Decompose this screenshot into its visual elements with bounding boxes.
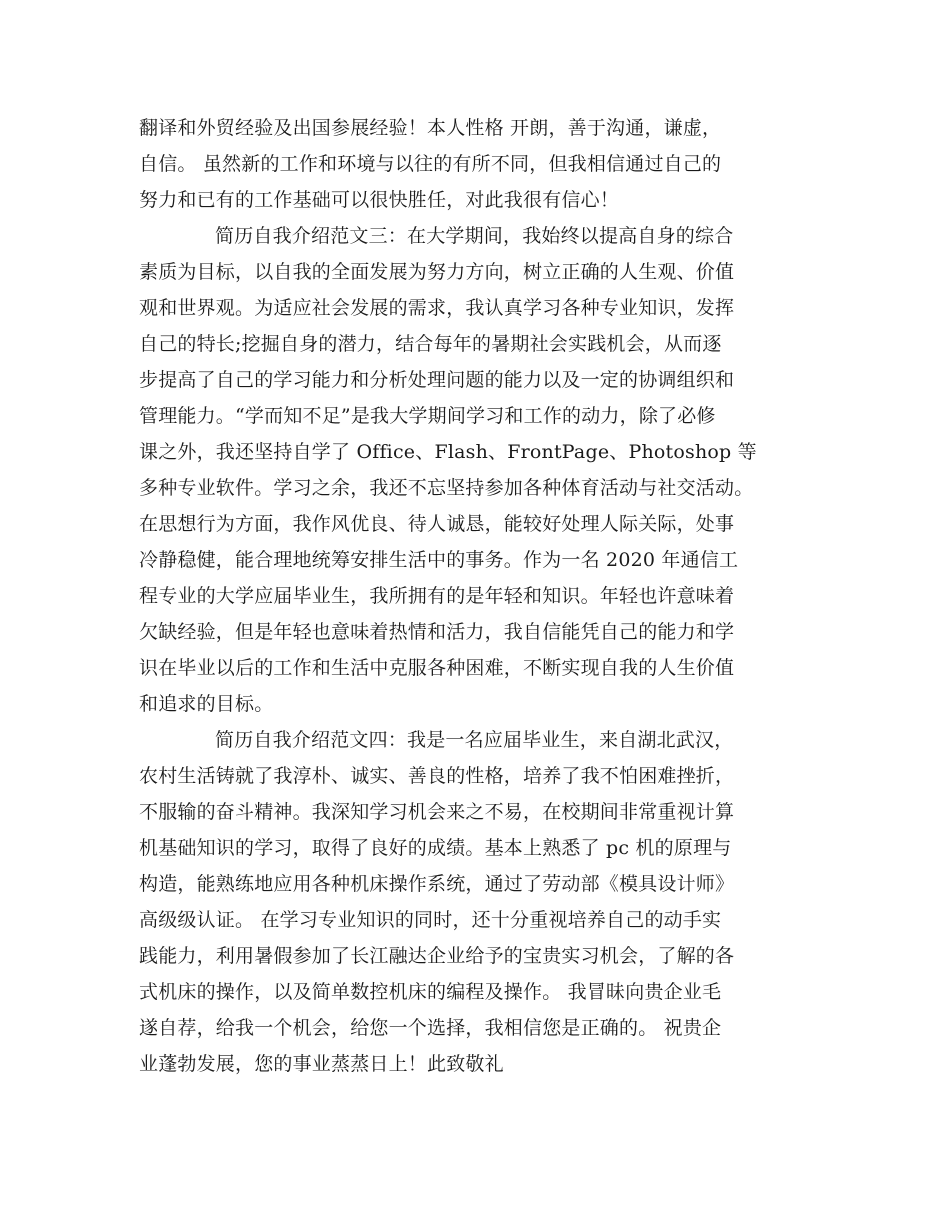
paragraph-heading-line: 简历自我介绍范文四：我是一名应届毕业生，来自湖北武汉， bbox=[215, 729, 734, 751]
text-line: 步提高了自己的学习能力和分析处理问题的能力以及一定的协调组织和 bbox=[139, 369, 735, 391]
text-line: 构造，能熟练地应用各种机床操作系统，通过了劳动部《模具设计师》 bbox=[139, 873, 735, 895]
text-line: 自信。 虽然新的工作和环境与以往的有所不同，但我相信通过自己的 bbox=[139, 153, 722, 175]
text-line: 式机床的操作，以及简单数控机床的编程及操作。 我冒昧向贵企业毛 bbox=[139, 981, 722, 1003]
text-line: 素质为目标，以自我的全面发展为努力方向，树立正确的人生观、价值 bbox=[139, 261, 735, 283]
text-line: 努力和已有的工作基础可以很快胜任，对此我很有信心！ bbox=[139, 189, 620, 211]
text-line: 冷静稳健，能合理地统筹安排生活中的事务。作为一名 2020 年通信工 bbox=[139, 549, 739, 571]
text-line: 管理能力。“学而知不足”是我大学期间学习和工作的动力，除了必修 bbox=[139, 405, 716, 427]
text-line: 高级级认证。 在学习专业知识的同时，还十分重视培养自己的动手实 bbox=[139, 909, 722, 931]
text-line: 课之外，我还坚持自学了 Office、Flash、FrontPage、Photoshop 等 bbox=[139, 441, 757, 463]
document-body bbox=[139, 110, 819, 1082]
text-line: 在思想行为方面，我作风优良、待人诚恳，能较好处理人际关际，处事 bbox=[139, 513, 735, 535]
text-line: 业蓬勃发展，您的事业蒸蒸日上！此致敬礼 bbox=[139, 1053, 504, 1075]
text-line: 践能力，利用暑假参加了长江融达企业给予的宝贵实习机会，了解的各 bbox=[139, 945, 735, 967]
text-line: 程专业的大学应届毕业生，我所拥有的是年轻和知识。年轻也许意味着 bbox=[139, 585, 735, 607]
text-line: 观和世界观。为适应社会发展的需求，我认真学习各种专业知识，发挥 bbox=[139, 297, 735, 319]
text-line: 欠缺经验，但是年轻也意味着热情和活力，我自信能凭自己的能力和学 bbox=[139, 621, 735, 643]
text-line: 遂自荐，给我一个机会，给您一个选择，我相信您是正确的。 祝贵企 bbox=[139, 1017, 722, 1039]
text-line: 不服输的奋斗精神。我深知学习机会来之不易，在校期间非常重视计算 bbox=[139, 801, 735, 823]
text-line: 识在毕业以后的工作和生活中克服各种困难，不断实现自我的人生价值 bbox=[139, 657, 735, 679]
text-line: 翻译和外贸经验及出国参展经验！本人性格 开朗，善于沟通，谦虚， bbox=[139, 117, 722, 139]
text-line: 农村生活铸就了我淳朴、诚实、善良的性格，培养了我不怕困难挫折， bbox=[139, 765, 735, 787]
text-line: 多种专业软件。学习之余，我还不忘坚持参加各种体育活动与社交活动。 bbox=[139, 477, 754, 499]
paragraph-heading-line: 简历自我介绍范文三：在大学期间，我始终以提高自身的综合 bbox=[215, 225, 734, 247]
text-line: 机基础知识的学习，取得了良好的成绩。基本上熟悉了 pc 机的原理与 bbox=[139, 837, 732, 859]
text-line: 和追求的目标。 bbox=[139, 693, 274, 715]
text-line: 自己的特长;挖掘自身的潜力，结合每年的暑期社会实践机会，从而逐 bbox=[139, 333, 722, 355]
